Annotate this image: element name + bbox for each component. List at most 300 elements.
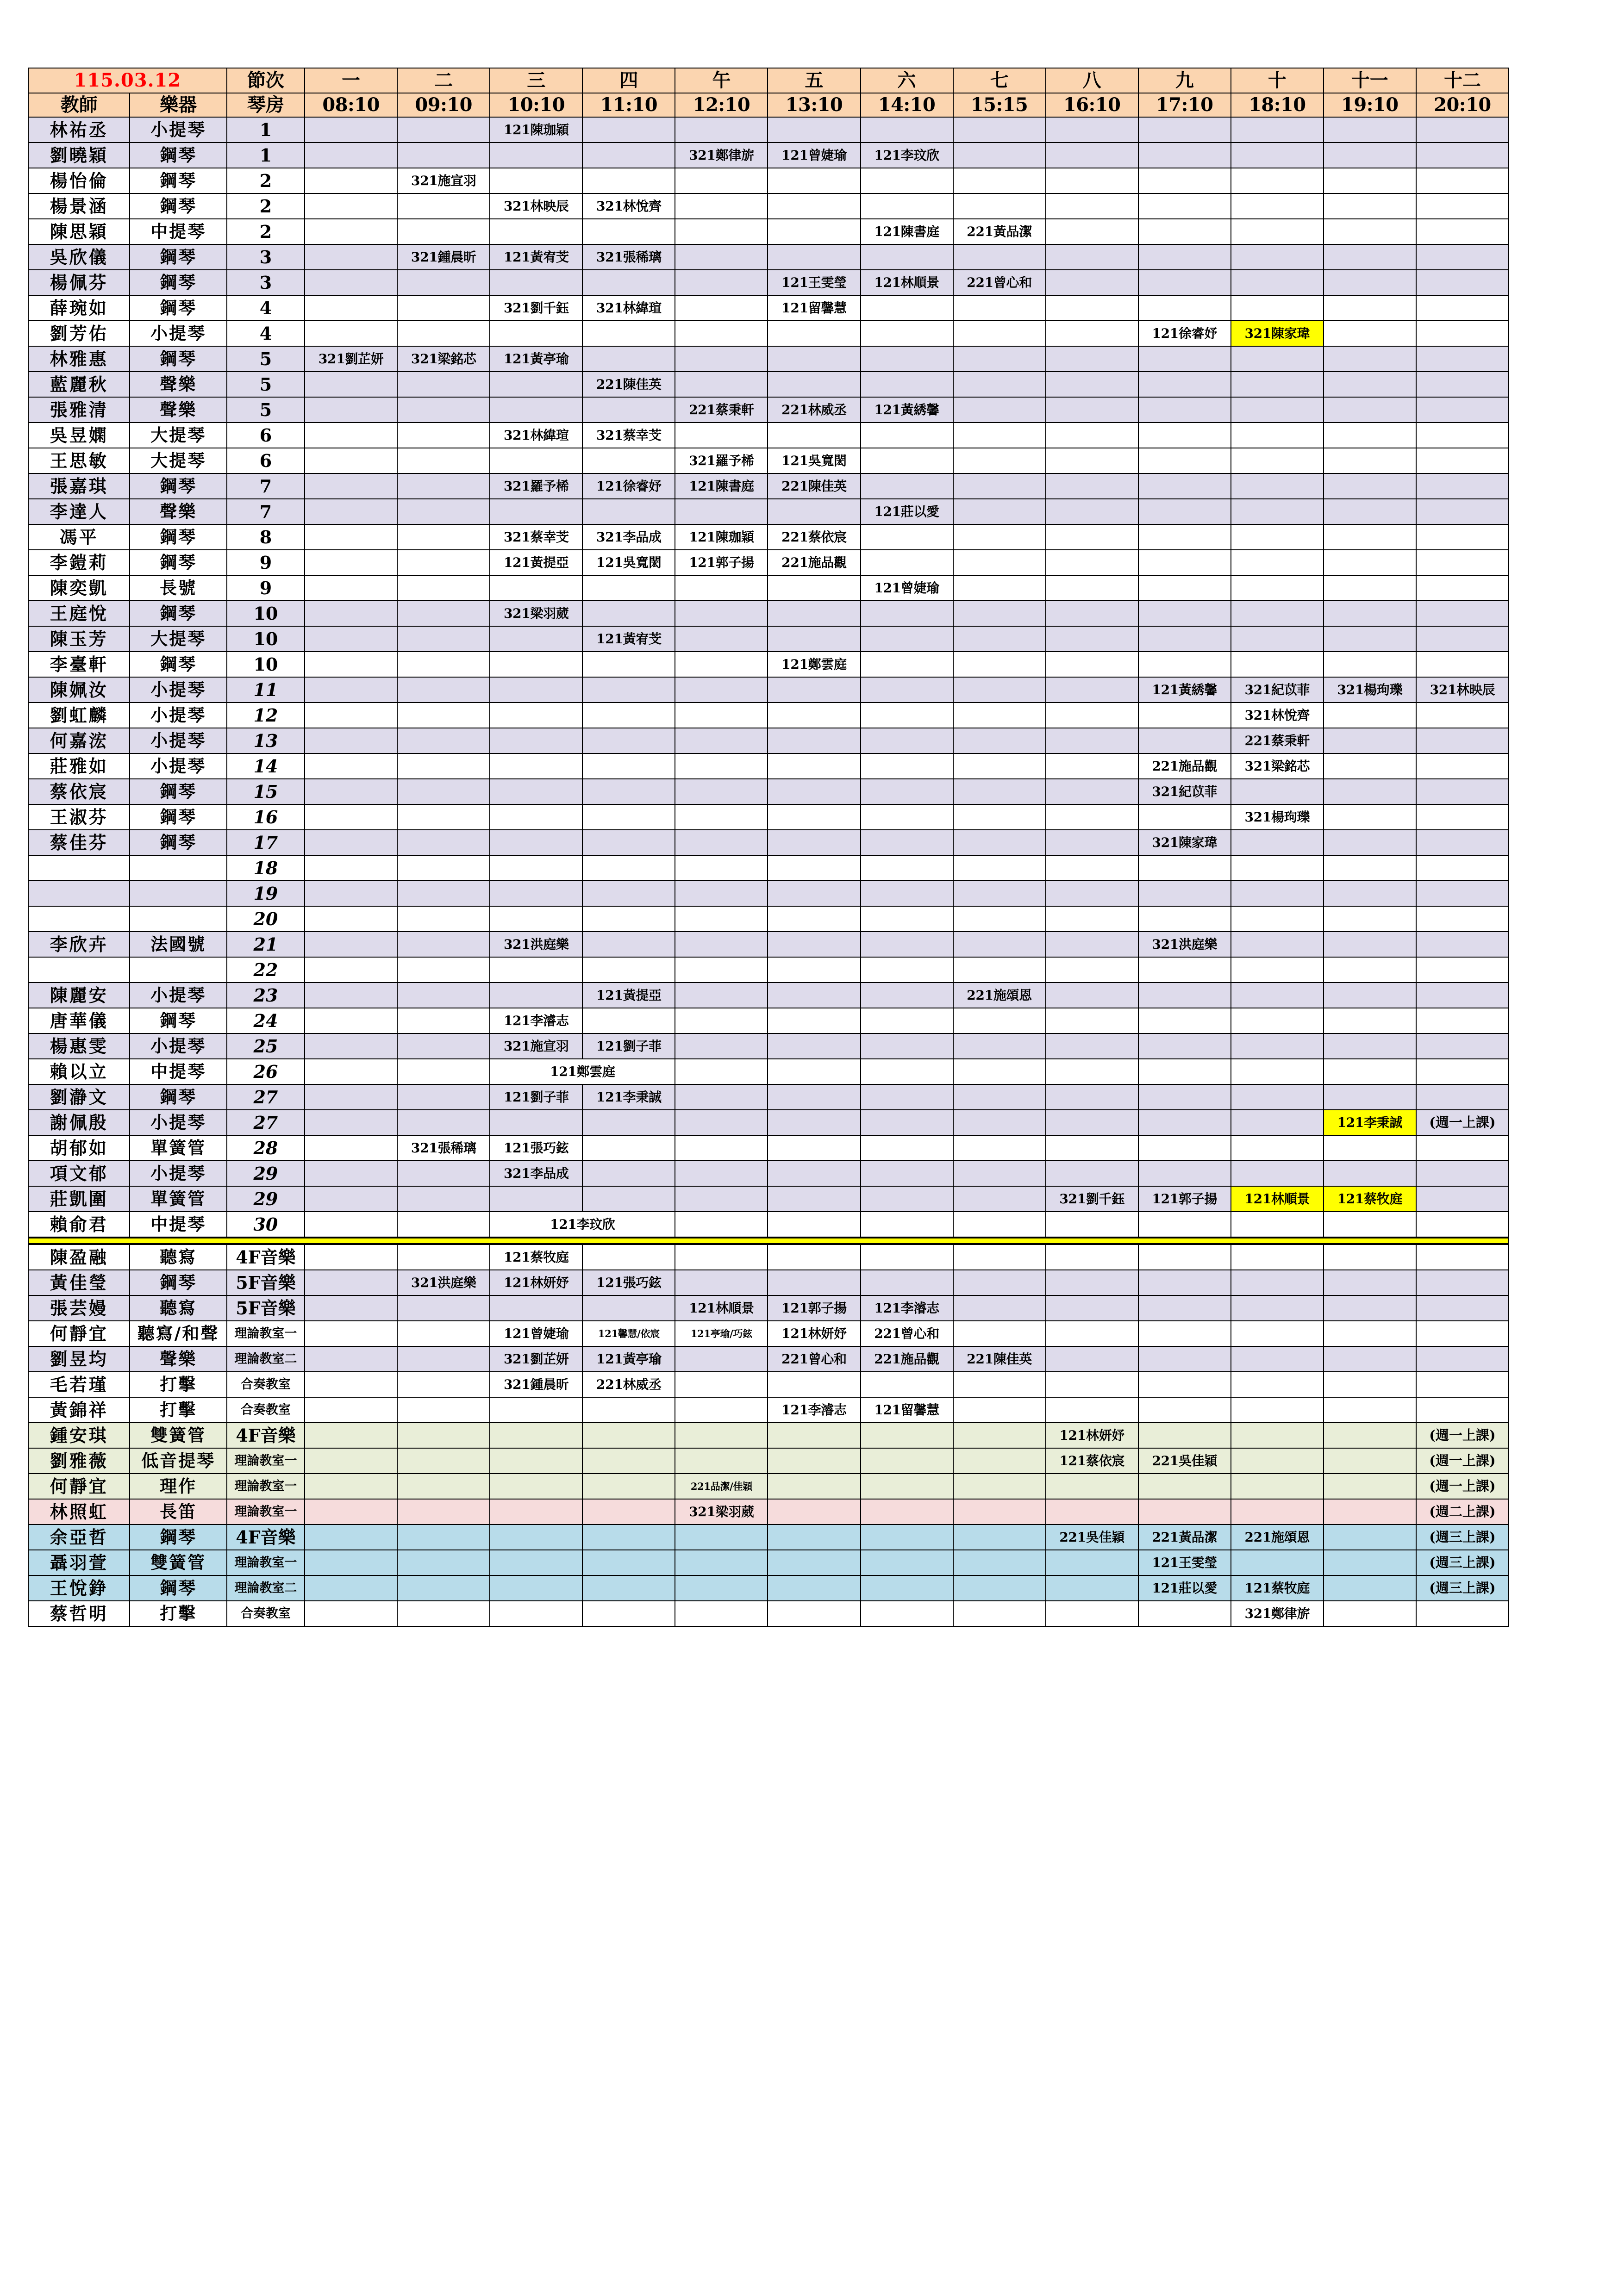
schedule-cell[interactable]: [1046, 601, 1138, 626]
schedule-cell[interactable]: [1046, 499, 1138, 524]
schedule-cell[interactable]: 321鍾晨昕: [397, 244, 490, 270]
schedule-cell[interactable]: [1138, 346, 1231, 372]
schedule-cell[interactable]: [1138, 244, 1231, 270]
schedule-cell[interactable]: [397, 1186, 490, 1212]
schedule-cell[interactable]: [1324, 779, 1416, 804]
schedule-cell[interactable]: [768, 1499, 860, 1524]
schedule-cell[interactable]: [861, 906, 953, 932]
schedule-cell[interactable]: [397, 703, 490, 728]
schedule-cell[interactable]: 121黃綉馨: [1138, 677, 1231, 703]
schedule-cell[interactable]: [675, 1524, 768, 1550]
schedule-cell[interactable]: [1046, 193, 1138, 219]
schedule-cell[interactable]: [1231, 372, 1324, 397]
schedule-cell[interactable]: [490, 804, 582, 830]
schedule-cell[interactable]: [861, 728, 953, 753]
schedule-cell[interactable]: 121蔡牧庭: [1324, 1186, 1416, 1212]
schedule-cell[interactable]: [1324, 1135, 1416, 1161]
schedule-cell[interactable]: [675, 1161, 768, 1186]
schedule-cell[interactable]: [1046, 1008, 1138, 1033]
schedule-cell[interactable]: [768, 1575, 860, 1601]
schedule-cell[interactable]: [861, 830, 953, 855]
schedule-cell[interactable]: [861, 881, 953, 906]
schedule-cell[interactable]: 221施頌恩: [953, 983, 1046, 1008]
schedule-cell[interactable]: [1046, 1084, 1138, 1110]
schedule-cell[interactable]: [1046, 219, 1138, 244]
schedule-cell[interactable]: [1231, 1244, 1324, 1270]
schedule-cell[interactable]: [768, 117, 860, 143]
schedule-cell[interactable]: [397, 1346, 490, 1372]
schedule-cell[interactable]: 121李濬志: [490, 1008, 582, 1033]
schedule-cell[interactable]: [1046, 1135, 1138, 1161]
schedule-cell[interactable]: 221品潔/佳穎: [675, 1474, 768, 1499]
schedule-cell[interactable]: [1324, 601, 1416, 626]
schedule-cell[interactable]: 221施品觀: [861, 1346, 953, 1372]
schedule-cell[interactable]: [305, 779, 397, 804]
schedule-cell[interactable]: [1046, 957, 1138, 983]
schedule-cell[interactable]: [768, 855, 860, 881]
schedule-cell[interactable]: [305, 219, 397, 244]
schedule-cell[interactable]: 121郭子揚: [768, 1295, 860, 1321]
schedule-cell[interactable]: [1416, 219, 1509, 244]
schedule-cell[interactable]: [1138, 397, 1231, 423]
schedule-cell[interactable]: [305, 1008, 397, 1033]
schedule-cell[interactable]: [490, 575, 582, 601]
schedule-cell[interactable]: [861, 1084, 953, 1110]
schedule-cell[interactable]: [768, 1186, 860, 1212]
schedule-cell[interactable]: [1231, 168, 1324, 193]
schedule-cell[interactable]: [305, 1033, 397, 1059]
schedule-cell[interactable]: [397, 143, 490, 168]
schedule-cell[interactable]: [861, 473, 953, 499]
schedule-cell[interactable]: 221林威丞: [582, 1372, 675, 1397]
schedule-cell[interactable]: [1138, 1474, 1231, 1499]
schedule-cell[interactable]: [675, 193, 768, 219]
schedule-cell[interactable]: [305, 1186, 397, 1212]
schedule-cell[interactable]: [1138, 1059, 1231, 1084]
schedule-cell[interactable]: [675, 855, 768, 881]
schedule-cell[interactable]: [1416, 397, 1509, 423]
schedule-cell[interactable]: [1138, 881, 1231, 906]
schedule-cell[interactable]: [1416, 855, 1509, 881]
schedule-cell[interactable]: [582, 1448, 675, 1474]
schedule-cell[interactable]: [490, 499, 582, 524]
schedule-cell[interactable]: 121莊以愛: [861, 499, 953, 524]
schedule-cell[interactable]: [1324, 550, 1416, 575]
schedule-cell[interactable]: [1231, 473, 1324, 499]
schedule-cell[interactable]: [768, 1270, 860, 1295]
schedule-cell[interactable]: [953, 473, 1046, 499]
schedule-cell[interactable]: [397, 1575, 490, 1601]
schedule-cell[interactable]: [305, 193, 397, 219]
schedule-cell[interactable]: [582, 448, 675, 473]
schedule-cell[interactable]: [490, 1474, 582, 1499]
schedule-cell[interactable]: [490, 1448, 582, 1474]
schedule-cell[interactable]: [1231, 193, 1324, 219]
schedule-cell[interactable]: [768, 499, 860, 524]
schedule-cell[interactable]: [305, 550, 397, 575]
schedule-cell[interactable]: [1324, 906, 1416, 932]
schedule-cell[interactable]: 321蔡幸芠: [490, 524, 582, 550]
schedule-cell[interactable]: [953, 1524, 1046, 1550]
schedule-cell[interactable]: [582, 270, 675, 295]
schedule-cell[interactable]: [397, 117, 490, 143]
schedule-cell[interactable]: [305, 703, 397, 728]
schedule-cell[interactable]: [1046, 524, 1138, 550]
schedule-cell[interactable]: [490, 753, 582, 779]
schedule-cell[interactable]: [675, 779, 768, 804]
schedule-cell[interactable]: [582, 1186, 675, 1212]
schedule-cell[interactable]: [490, 270, 582, 295]
schedule-cell[interactable]: [1046, 295, 1138, 321]
schedule-cell[interactable]: [768, 1161, 860, 1186]
schedule-cell[interactable]: [1324, 448, 1416, 473]
schedule-cell[interactable]: [1416, 372, 1509, 397]
schedule-cell[interactable]: [1416, 550, 1509, 575]
schedule-cell[interactable]: [1138, 1212, 1231, 1238]
schedule-cell[interactable]: [397, 499, 490, 524]
schedule-cell[interactable]: [1416, 524, 1509, 550]
schedule-cell[interactable]: 321鄭律旂: [675, 143, 768, 168]
schedule-cell[interactable]: 121李玟欣: [490, 1212, 675, 1238]
schedule-cell[interactable]: [1046, 652, 1138, 677]
schedule-cell[interactable]: [1046, 1499, 1138, 1524]
schedule-cell[interactable]: 121林順景: [861, 270, 953, 295]
schedule-cell[interactable]: [490, 219, 582, 244]
schedule-cell[interactable]: [397, 1448, 490, 1474]
schedule-cell[interactable]: [1046, 244, 1138, 270]
schedule-cell[interactable]: [953, 575, 1046, 601]
schedule-cell[interactable]: 221吳佳穎: [1046, 1524, 1138, 1550]
schedule-cell[interactable]: [490, 143, 582, 168]
schedule-cell[interactable]: 221曾心和: [953, 270, 1046, 295]
schedule-cell[interactable]: [768, 1601, 860, 1626]
schedule-cell[interactable]: [1046, 1295, 1138, 1321]
schedule-cell[interactable]: 121黃亭瑜: [582, 1346, 675, 1372]
schedule-cell[interactable]: [953, 244, 1046, 270]
schedule-cell[interactable]: [1324, 1550, 1416, 1575]
schedule-cell[interactable]: [1324, 244, 1416, 270]
schedule-cell[interactable]: [1231, 575, 1324, 601]
schedule-cell[interactable]: [1231, 1474, 1324, 1499]
schedule-cell[interactable]: [1138, 906, 1231, 932]
schedule-cell[interactable]: [768, 804, 860, 830]
schedule-cell[interactable]: [1138, 143, 1231, 168]
schedule-cell[interactable]: [861, 1270, 953, 1295]
schedule-cell[interactable]: [1231, 219, 1324, 244]
schedule-cell[interactable]: 321楊玽瓅: [1324, 677, 1416, 703]
schedule-cell[interactable]: 221蔡依宸: [768, 524, 860, 550]
schedule-cell[interactable]: [861, 193, 953, 219]
schedule-cell[interactable]: [582, 728, 675, 753]
schedule-cell[interactable]: [953, 677, 1046, 703]
schedule-cell[interactable]: [1138, 1499, 1231, 1524]
schedule-cell[interactable]: [397, 550, 490, 575]
schedule-cell[interactable]: [1324, 830, 1416, 855]
schedule-cell[interactable]: [675, 321, 768, 346]
schedule-cell[interactable]: [768, 957, 860, 983]
schedule-cell[interactable]: [1138, 168, 1231, 193]
schedule-cell[interactable]: [1138, 193, 1231, 219]
schedule-cell[interactable]: [768, 1244, 860, 1270]
schedule-cell[interactable]: [675, 601, 768, 626]
schedule-cell[interactable]: [861, 677, 953, 703]
schedule-cell[interactable]: 121黃提亞: [490, 550, 582, 575]
schedule-cell[interactable]: [397, 1524, 490, 1550]
schedule-cell[interactable]: [1231, 1084, 1324, 1110]
schedule-cell[interactable]: 121蔡依宸: [1046, 1448, 1138, 1474]
schedule-cell[interactable]: 321梁銘芯: [397, 346, 490, 372]
schedule-cell[interactable]: [490, 1601, 582, 1626]
schedule-cell[interactable]: [1416, 1346, 1509, 1372]
schedule-cell[interactable]: [675, 1601, 768, 1626]
schedule-cell[interactable]: [490, 1397, 582, 1423]
schedule-cell[interactable]: [1231, 1499, 1324, 1524]
schedule-cell[interactable]: [953, 1321, 1046, 1346]
schedule-cell[interactable]: 121吳寬閎: [768, 448, 860, 473]
schedule-cell[interactable]: [490, 1550, 582, 1575]
schedule-cell[interactable]: 121黃宥芠: [490, 244, 582, 270]
schedule-cell[interactable]: 121李玟欣: [861, 143, 953, 168]
schedule-cell[interactable]: [397, 1550, 490, 1575]
schedule-cell[interactable]: [953, 1423, 1046, 1448]
schedule-cell[interactable]: [582, 168, 675, 193]
schedule-cell[interactable]: [768, 193, 860, 219]
schedule-cell[interactable]: [305, 473, 397, 499]
schedule-cell[interactable]: [582, 932, 675, 957]
schedule-cell[interactable]: [305, 1397, 397, 1423]
schedule-cell[interactable]: (週一上課): [1416, 1448, 1509, 1474]
schedule-cell[interactable]: [1231, 1059, 1324, 1084]
schedule-cell[interactable]: [1231, 346, 1324, 372]
schedule-cell[interactable]: [582, 1110, 675, 1135]
schedule-cell[interactable]: [768, 1110, 860, 1135]
schedule-cell[interactable]: 121林順景: [675, 1295, 768, 1321]
schedule-cell[interactable]: [1138, 652, 1231, 677]
schedule-cell[interactable]: 221曾心和: [861, 1321, 953, 1346]
schedule-cell[interactable]: 221黃品潔: [1138, 1524, 1231, 1550]
schedule-cell[interactable]: [768, 1212, 860, 1238]
schedule-cell[interactable]: [953, 524, 1046, 550]
schedule-cell[interactable]: [490, 397, 582, 423]
schedule-cell[interactable]: [953, 168, 1046, 193]
schedule-cell[interactable]: [305, 1575, 397, 1601]
schedule-cell[interactable]: [675, 652, 768, 677]
schedule-cell[interactable]: [582, 1474, 675, 1499]
schedule-cell[interactable]: [861, 550, 953, 575]
schedule-cell[interactable]: [305, 524, 397, 550]
schedule-cell[interactable]: [768, 1550, 860, 1575]
schedule-cell[interactable]: [953, 1033, 1046, 1059]
schedule-cell[interactable]: [953, 1059, 1046, 1084]
schedule-cell[interactable]: [1416, 728, 1509, 753]
schedule-cell[interactable]: [582, 499, 675, 524]
schedule-cell[interactable]: [1416, 1295, 1509, 1321]
schedule-cell[interactable]: (週三上課): [1416, 1550, 1509, 1575]
schedule-cell[interactable]: [582, 779, 675, 804]
schedule-cell[interactable]: 321林映辰: [1416, 677, 1509, 703]
schedule-cell[interactable]: [1416, 143, 1509, 168]
schedule-cell[interactable]: [1416, 168, 1509, 193]
schedule-cell[interactable]: [582, 1499, 675, 1524]
schedule-cell[interactable]: [305, 372, 397, 397]
schedule-cell[interactable]: [1138, 1601, 1231, 1626]
schedule-cell[interactable]: [1138, 703, 1231, 728]
schedule-cell[interactable]: [1046, 983, 1138, 1008]
schedule-cell[interactable]: [768, 1033, 860, 1059]
schedule-cell[interactable]: [582, 753, 675, 779]
schedule-cell[interactable]: [582, 219, 675, 244]
schedule-cell[interactable]: [1324, 626, 1416, 652]
schedule-cell[interactable]: [1416, 575, 1509, 601]
schedule-cell[interactable]: [1231, 1135, 1324, 1161]
schedule-cell[interactable]: [1324, 1033, 1416, 1059]
schedule-cell[interactable]: [1046, 830, 1138, 855]
schedule-cell[interactable]: [861, 1601, 953, 1626]
schedule-cell[interactable]: [305, 1499, 397, 1524]
schedule-cell[interactable]: [305, 804, 397, 830]
schedule-cell[interactable]: [305, 1321, 397, 1346]
schedule-cell[interactable]: 121陳書庭: [675, 473, 768, 499]
schedule-cell[interactable]: [582, 143, 675, 168]
schedule-cell[interactable]: 121張巧鉉: [490, 1135, 582, 1161]
schedule-cell[interactable]: [1138, 983, 1231, 1008]
schedule-cell[interactable]: 321蔡幸芠: [582, 423, 675, 448]
schedule-cell[interactable]: [1231, 1397, 1324, 1423]
schedule-cell[interactable]: [675, 753, 768, 779]
schedule-cell[interactable]: [397, 1033, 490, 1059]
schedule-cell[interactable]: [768, 601, 860, 626]
schedule-cell[interactable]: [1231, 1033, 1324, 1059]
schedule-cell[interactable]: [1046, 626, 1138, 652]
schedule-cell[interactable]: [582, 1423, 675, 1448]
schedule-cell[interactable]: [397, 601, 490, 626]
schedule-cell[interactable]: [1138, 1161, 1231, 1186]
schedule-cell[interactable]: [490, 906, 582, 932]
schedule-cell[interactable]: [582, 1550, 675, 1575]
schedule-cell[interactable]: [675, 728, 768, 753]
schedule-cell[interactable]: [582, 346, 675, 372]
schedule-cell[interactable]: [490, 1186, 582, 1212]
schedule-cell[interactable]: [768, 906, 860, 932]
schedule-cell[interactable]: [1046, 270, 1138, 295]
schedule-cell[interactable]: [1416, 830, 1509, 855]
schedule-cell[interactable]: [1324, 423, 1416, 448]
schedule-cell[interactable]: 121林妍妤: [490, 1270, 582, 1295]
schedule-cell[interactable]: 321林映辰: [490, 193, 582, 219]
schedule-cell[interactable]: 321楊玽瓅: [1231, 804, 1324, 830]
schedule-cell[interactable]: [953, 1212, 1046, 1238]
schedule-cell[interactable]: 321羅予桸: [675, 448, 768, 473]
schedule-cell[interactable]: [953, 779, 1046, 804]
schedule-cell[interactable]: 321林緯瑄: [490, 423, 582, 448]
schedule-cell[interactable]: [305, 1059, 397, 1084]
schedule-cell[interactable]: 121留馨慧: [768, 295, 860, 321]
schedule-cell[interactable]: [1046, 855, 1138, 881]
schedule-cell[interactable]: [490, 855, 582, 881]
schedule-cell[interactable]: [675, 983, 768, 1008]
schedule-cell[interactable]: [1416, 1601, 1509, 1626]
schedule-cell[interactable]: [675, 1270, 768, 1295]
schedule-cell[interactable]: [675, 703, 768, 728]
schedule-cell[interactable]: [1046, 423, 1138, 448]
schedule-cell[interactable]: [675, 957, 768, 983]
schedule-cell[interactable]: 321鍾晨昕: [490, 1372, 582, 1397]
schedule-cell[interactable]: [953, 1186, 1046, 1212]
schedule-cell[interactable]: [1231, 1110, 1324, 1135]
schedule-cell[interactable]: 221蔡秉軒: [1231, 728, 1324, 753]
schedule-cell[interactable]: [768, 219, 860, 244]
schedule-cell[interactable]: [953, 1008, 1046, 1033]
schedule-cell[interactable]: [582, 1575, 675, 1601]
schedule-cell[interactable]: [1324, 1372, 1416, 1397]
schedule-cell[interactable]: [582, 1244, 675, 1270]
schedule-cell[interactable]: [305, 1601, 397, 1626]
schedule-cell[interactable]: [675, 1084, 768, 1110]
schedule-cell[interactable]: [953, 1601, 1046, 1626]
schedule-cell[interactable]: 321梁羽葳: [490, 601, 582, 626]
schedule-cell[interactable]: [1138, 1295, 1231, 1321]
schedule-cell[interactable]: [953, 346, 1046, 372]
schedule-cell[interactable]: [953, 957, 1046, 983]
schedule-cell[interactable]: [1324, 1474, 1416, 1499]
schedule-cell[interactable]: [397, 423, 490, 448]
schedule-cell[interactable]: [305, 499, 397, 524]
schedule-cell[interactable]: 321劉千鈺: [490, 295, 582, 321]
schedule-cell[interactable]: [953, 1550, 1046, 1575]
schedule-cell[interactable]: 321林悅齊: [582, 193, 675, 219]
schedule-cell[interactable]: [582, 881, 675, 906]
schedule-cell[interactable]: [1138, 1033, 1231, 1059]
schedule-cell[interactable]: [1231, 881, 1324, 906]
schedule-cell[interactable]: 121曾婕瑜: [490, 1321, 582, 1346]
schedule-cell[interactable]: [582, 1601, 675, 1626]
schedule-cell[interactable]: [861, 1474, 953, 1499]
schedule-cell[interactable]: (週一上課): [1416, 1110, 1509, 1135]
schedule-cell[interactable]: [861, 703, 953, 728]
schedule-cell[interactable]: [305, 1244, 397, 1270]
schedule-cell[interactable]: [953, 703, 1046, 728]
schedule-cell[interactable]: [305, 1270, 397, 1295]
schedule-cell[interactable]: [1324, 1295, 1416, 1321]
schedule-cell[interactable]: [1138, 1008, 1231, 1033]
schedule-cell[interactable]: [768, 779, 860, 804]
schedule-cell[interactable]: [1324, 1499, 1416, 1524]
schedule-cell[interactable]: [1324, 1346, 1416, 1372]
schedule-cell[interactable]: [397, 1474, 490, 1499]
schedule-cell[interactable]: [397, 321, 490, 346]
schedule-cell[interactable]: [953, 1474, 1046, 1499]
schedule-cell[interactable]: 221林威丞: [768, 397, 860, 423]
schedule-cell[interactable]: [305, 626, 397, 652]
schedule-cell[interactable]: [490, 321, 582, 346]
schedule-cell[interactable]: [1138, 957, 1231, 983]
schedule-cell[interactable]: [675, 295, 768, 321]
schedule-cell[interactable]: [675, 1397, 768, 1423]
schedule-cell[interactable]: [861, 1161, 953, 1186]
schedule-cell[interactable]: [305, 423, 397, 448]
schedule-cell[interactable]: 121莊以愛: [1138, 1575, 1231, 1601]
schedule-cell[interactable]: [953, 397, 1046, 423]
schedule-cell[interactable]: 121黃亭瑜: [490, 346, 582, 372]
schedule-cell[interactable]: [953, 855, 1046, 881]
schedule-cell[interactable]: [1046, 473, 1138, 499]
schedule-cell[interactable]: [768, 703, 860, 728]
schedule-cell[interactable]: [1324, 753, 1416, 779]
schedule-cell[interactable]: [305, 397, 397, 423]
schedule-cell[interactable]: [490, 372, 582, 397]
schedule-cell[interactable]: [490, 779, 582, 804]
schedule-cell[interactable]: [1416, 270, 1509, 295]
